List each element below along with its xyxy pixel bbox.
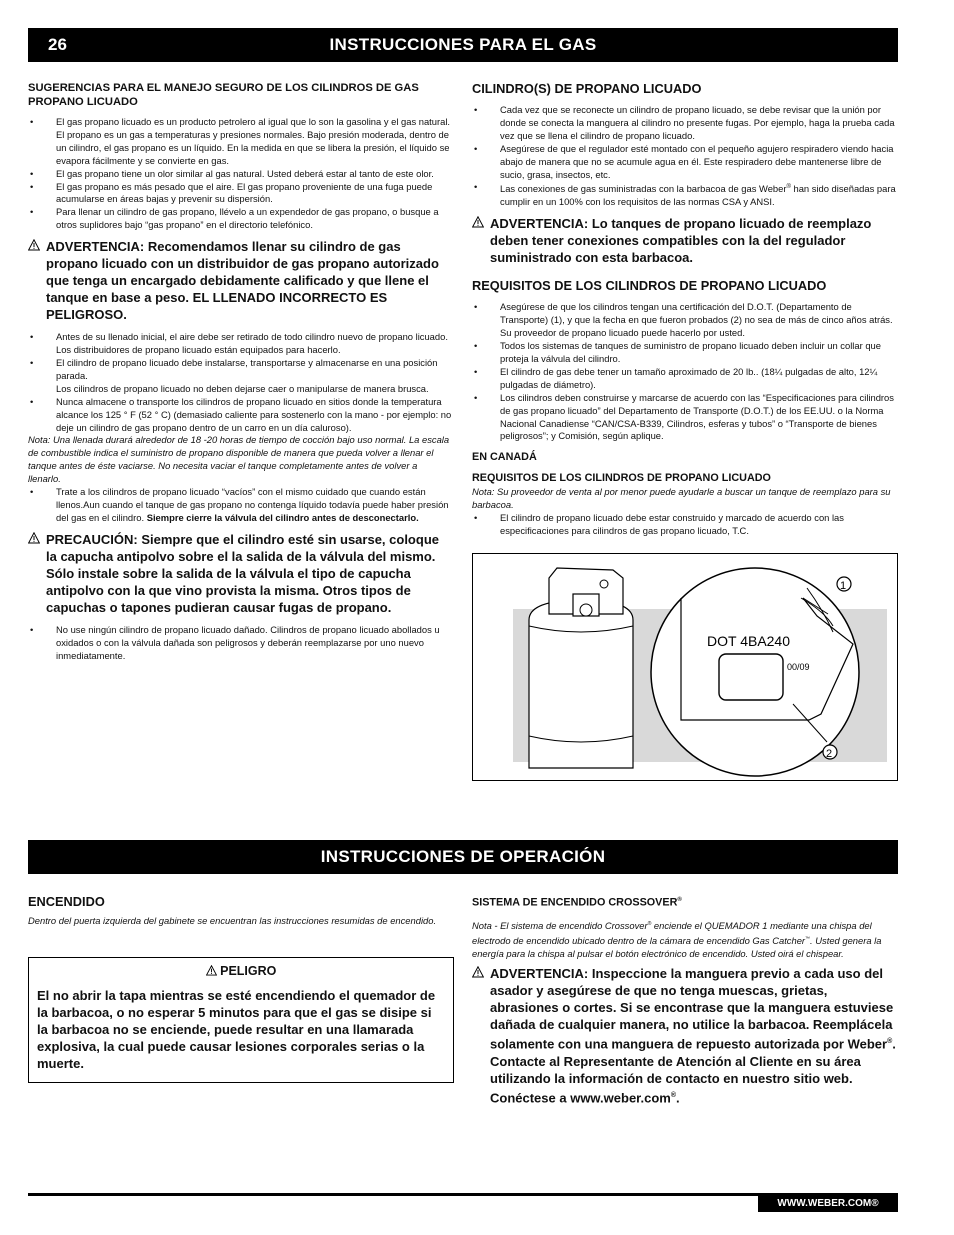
warning-hose-text-c: . (676, 1090, 680, 1106)
warning-icon (28, 532, 40, 544)
warning-icon (206, 965, 217, 976)
bullets-empty-cylinders (28, 486, 452, 525)
bullet-weber-text-2: han sido diseñadas para cumplir en un 100% con los requisitos de las normas CSA y ANSI. (500, 183, 896, 208)
callout-1: 1 (840, 580, 847, 592)
list-item: • El gas propano licuado es un producto petrolero al igual que lo son la gasolina y el gas natural. El propano es un gas a temperaturas y presiones normales. Bajo presión moderada, dentro de un cilindro, el gas propano es un líquido. En la medida en que se libera la presión, el líquido se evapora fácilmente y se convierte en gas. (28, 116, 452, 168)
registered-mark: ® (887, 1038, 893, 1046)
danger-box (28, 957, 454, 1083)
heading-cylinders: CILINDRO(S) DE PROPANO LICUADO (472, 81, 702, 96)
list-item (472, 181, 898, 209)
registered-mark: ® (670, 1091, 677, 1099)
danger-title: PELIGRO (220, 964, 277, 978)
heading-crossover (472, 894, 898, 910)
caution-text: PRECAUCIÓN: Siempre que el cilindro esté sin usarse, coloque la capucha antipolvo sobre el la salida de la válvula del mismo. Sólo instale sobre la salida de la válvula el tipo de capucha antipolvo con la que vino provista la misma. Otros tipos de capuchas o tapones pudieran causar fugas de propano. (46, 531, 439, 615)
note-crossover-a: Nota - El sistema de encendido Crossover (472, 919, 648, 931)
warning-replacement-text: ADVERTENCIA: Lo tanques de propano licuado de reemplazo deben tener conexiones compatibles con la del regulador suministrado con esta barbacoa. (490, 216, 872, 266)
section-title-gas: INSTRUCCIONES PARA EL GAS (329, 35, 597, 54)
caution-dust-cap (28, 531, 452, 616)
bullets-propane-facts (28, 116, 452, 232)
registered-mark: ® (677, 897, 682, 903)
callout-2: 2 (826, 748, 833, 760)
list-item: • Para llenar un cilindro de gas propano, llévelo a un expendedor de gas propano, o busque a otros suplidores bajo “gas propano” en el directorio telefónico. (28, 206, 452, 232)
bullets-damaged (28, 624, 452, 663)
page-number: 26 (48, 35, 67, 54)
bullets-canada (472, 512, 898, 538)
warning-hose (472, 965, 898, 1106)
list-item: • Nunca almacene o transporte los cilindros de propano licuado en sitios donde la temperatura alcance los 125 ° F (52 ° C) (demasiado caliente para sostenerlo con la mano - por ejemplo: no deje un cilindro de gas propano dentro de un carro en un día caluroso). (28, 396, 452, 435)
operation-left (28, 894, 452, 928)
list-item (28, 486, 452, 525)
heading-requirements: REQUISITOS DE LOS CILINDROS DE PROPANO LICUADO (472, 278, 827, 294)
heading-safe-handling: SUGERENCIAS PARA EL MANEJO SEGURO DE LOS CILINDROS DE GAS PROPANO LICUADO (28, 82, 419, 108)
note-fill-duration: Nota: Una llenada durará alrededor de 18 -20 horas de tiempo de cocción bajo uso normal. La escala de combustible indica el suministro de propano disponible de manera que pueda volver a llenar el tanque antes de éste vaciarse. No necesita vaciar el tanque completamente antes de volver a llenarlo. (28, 434, 450, 485)
list-item: • Los cilindros deben construirse y marcarse de acuerdo con las “Especificaciones para cilindros de gas propano licuado” del Departamento de Transporte (D.O.T.) de los EE.UU. o la Norma Nacional Canadiense “CAN/CSA-B339, Cilindros, esferas y tubos” o “Transporte de bienes peligrosos”; y Comisión, según aplique. (472, 392, 898, 444)
bullets-requirements (472, 301, 898, 443)
warning-refill (28, 238, 452, 323)
registered-mark: ® (786, 184, 791, 191)
warning-icon (472, 216, 484, 228)
heading-requirements-canada: REQUISITOS DE LOS CILINDROS DE PROPANO LICUADO (472, 472, 771, 485)
paragraph-no-drop: Los cilindros de propano licuado no deben dejarse caer o manipularse de manera brusca. (56, 382, 429, 394)
cylinder-illustration (473, 554, 897, 780)
note-crossover (472, 918, 898, 961)
warning-replacement (472, 215, 898, 266)
warning-icon (28, 239, 40, 251)
list-item: • Antes de su llenado inicial, el aire debe ser retirado de todo cilindro nuevo de propano licuado. Los distribuidores de propano licuado están equipados para hacerlo. (28, 331, 452, 357)
bullets-filling (28, 331, 452, 383)
section-header-gas (28, 28, 898, 62)
list-item: • El gas propano tiene un olor similar al gas natural. Usted deberá estar al tanto de este olor. (28, 168, 452, 181)
note-ignition: Dentro del puerta izquierda del gabinete se encuentran las instrucciones resumidas de encendido. (28, 915, 437, 926)
heading-canada: EN CANADÁ (472, 451, 537, 464)
list-item: • El gas propano es más pesado que el aire. El gas propano proveniente de una fuga puede acumularse en áreas bajas y prevenir su dispersión. (28, 181, 452, 207)
danger-text: El no abrir la tapa mientras se esté encendiendo el quemador de la barbacoa, o no esperar 5 minutos para que el gas se disipe si la barbacoa no se enciende, puede resultar en una llamarada explosiva, la cual puede causar lesiones corporales serias o la muerte. (37, 988, 436, 1071)
heading-crossover-text: SISTEMA DE ENCENDIDO CROSSOVER (472, 896, 678, 909)
section-title-operation: INSTRUCCIONES DE OPERACIÓN (320, 847, 606, 866)
bullets-storage (28, 396, 452, 435)
heading-ignition: ENCENDIDO (28, 894, 105, 909)
left-column (28, 81, 452, 668)
note-crossover-c: . Usted genera la energía para la chispa al pulsar el botón electrónico de encendido. Usted oirá el chispear. (472, 934, 882, 959)
warning-refill-text: ADVERTENCIA: Recomendamos llenar su cilindro de gas propano licuado con un distribuidor de gas propano autorizado que tenga un encargado debidamente calificado y que llene el tanque en base a peso. EL LLENADO INCORRECTO ES PELIGROSO. (46, 239, 439, 323)
bullet-weber-text: Las conexiones de gas suministradas con la barbacoa de gas Weber (500, 183, 787, 195)
list-item: • Asegúrese de que el regulador esté montado con el pequeño agujero respiradero viendo hacia abajo de manera que no se acumule agua en él. Este respiradero debe mantenerse libre de sucio, grasa, insectos, etc. (472, 143, 898, 182)
list-item: • El cilindro de propano licuado debe estar construido y marcado de acuerdo con las especificaciones para cilindros de gas propano licuado, T.C. (472, 512, 898, 538)
section-header-operation (28, 840, 898, 874)
bullet-empty-bold: Siempre cierre la válvula del cilindro antes de desconectarlo. (146, 511, 419, 523)
list-item: • Todos los sistemas de tanques de suministro de propano licuado deben incluir un collar que proteja la válvula del cilindro. (472, 340, 898, 366)
trademark-mark: ™ (805, 935, 811, 942)
note-crossover-b: enciende el QUEMADOR 1 mediante una chispa del electrodo de encendido ubicado dentro de la cámara de encendido Gas Catcher (472, 919, 872, 946)
list-item: • El cilindro de propano licuado debe instalarse, transportarse y almacenarse en una posición parada. (28, 357, 452, 383)
registered-mark: ® (647, 920, 652, 927)
bullet-empty-text: Trate a los cilindros de propano licuado “vacíos” con el mismo cuidado que cuando están llenos.Aun cuando el tanque de gas propano no contenga líquido todavía puede haber presión del gas en el cilindro. (56, 486, 449, 523)
warning-hose-text-b: . Contacte al Representante de Atención al Cliente en su área utilizando la información de contacto en nuestro sitio web. Conéctese a www.weber.com (490, 1036, 896, 1106)
date-label: 00/09 (787, 662, 810, 672)
warning-icon (472, 966, 484, 978)
danger-heading (29, 964, 453, 978)
list-item: • El cilindro de gas debe tener un tamaño aproximado de 20 lb.. (18¼ pulgadas de alto, 12¼ pulgadas de diámetro). (472, 366, 898, 392)
list-item: • Cada vez que se reconecte un cilindro de propano licuado, se debe revisar que la unión por donde se conecta la manguera al cilindro no presente fugas. Por ejemplo, haga la prueba cada vez que se llena el cilindro de propano licuado. (472, 104, 898, 143)
operation-right (472, 894, 898, 1114)
warning-hose-text-a: ADVERTENCIA: Inspeccione la manguera previo a cada uso del asador y asegúrese de que no tenga muescas, grietas, abrasiones o cortes. Si se encontrase que la manguera estuviese dañada de cualquier manera, no utilice la barbacoa. Reemplácela solamente con una manguera de repuesto autorizada por Weber (490, 966, 894, 1052)
note-retailer: Nota: Su proveedor de venta al por menor puede ayudarle a buscar un tanque de reemplazo para su barbacoa. (472, 486, 891, 511)
bullets-cylinders (472, 104, 898, 209)
cylinder-figure (472, 553, 898, 781)
right-column (472, 81, 898, 544)
list-item: • Asegúrese de que los cilindros tengan una certificación del D.O.T. (Departamento de Transporte) (1), y que la fecha en que fueron probados (2) no sea de más de cinco años atrás. Su proveedor de propano licuado puede hacerlo por usted. (472, 301, 898, 340)
footer-url[interactable]: WWW.WEBER.COM® (758, 1196, 898, 1212)
dot-label: DOT 4BA240 (707, 633, 791, 649)
list-item: • No use ningún cilindro de propano licuado dañado. Cilindros de propano licuado abollados u oxidados o con la válvula dañada son peligrosos y deberán reemplazarse por uno nuevo inmediatamente. (28, 624, 452, 663)
